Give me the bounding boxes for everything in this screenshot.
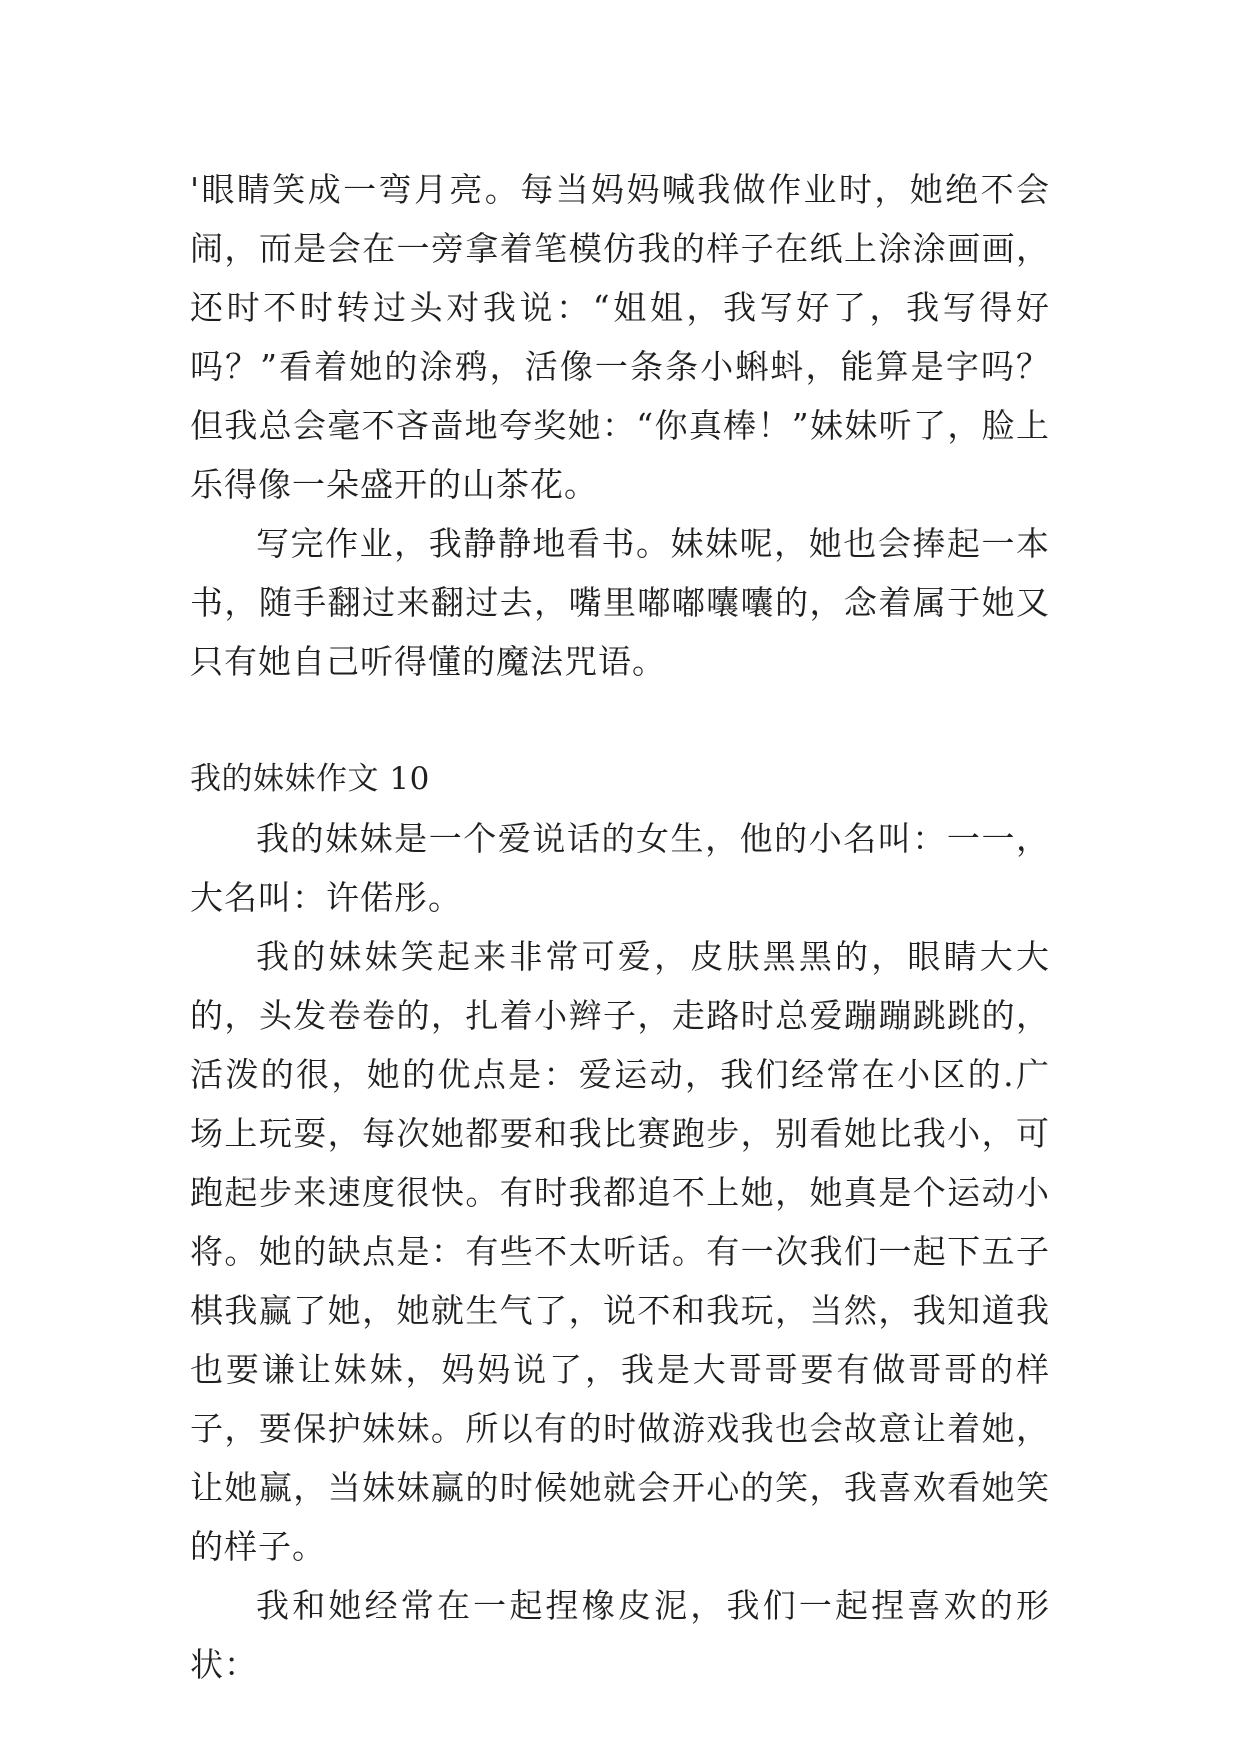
paragraph: '眼睛笑成一弯月亮。每当妈妈喊我做作业时，她绝不会闹，而是会在一旁拿着笔模仿我的样子在纸上涂涂画画，还时不时转过头对我说：“姐姐，我写好了，我写得好吗？”看着她的涂鸦，活像一条条小蝌蚪，能算是字吗？但我总会毫不吝啬地夸奖她：“你真棒！”妹妹听了，脸上乐得像一朵盛开的山茶花。 (190, 170, 1050, 504)
paragraph: 我的妹妹是一个爱说话的女生，他的小名叫：一一，大名叫：许偌彤。 (190, 819, 1050, 917)
paragraph: 我和她经常在一起捏橡皮泥，我们一起捏喜欢的形状： (190, 1586, 1050, 1684)
document-body (190, 160, 1050, 1694)
section-spacer (190, 691, 1050, 750)
paragraph: 我的妹妹笑起来非常可爱，皮肤黑黑的，眼睛大大的，头发卷卷的，扎着小辫子，走路时总爱蹦蹦跳跳的，活泼的很，她的优点是：爱运动，我们经常在小区的.广场上玩耍，每次她都要和我比赛跑步，别看她比我小，可跑起步来速度很快。有时我都追不上她，她真是个运动小将。她的缺点是：有些不太听话。有一次我们一起下五子棋我赢了她，她就生气了，说不和我玩，当然，我知道我也要谦让妹妹，妈妈说了，我是大哥哥要有做哥哥的样子，要保护妹妹。所以有的时做游戏我也会故意让着她，让她赢，当妹妹赢的时候她就会开心的笑，我喜欢看她笑的样子。 (190, 937, 1050, 1566)
paragraph: 写完作业，我静静地看书。妹妹呢，她也会捧起一本书，随手翻过来翻过去，嘴里嘟嘟囔囔的，念着属于她又只有她自己听得懂的魔法咒语。 (190, 524, 1050, 681)
section-title: 我的妹妹作文 10 (190, 761, 430, 797)
